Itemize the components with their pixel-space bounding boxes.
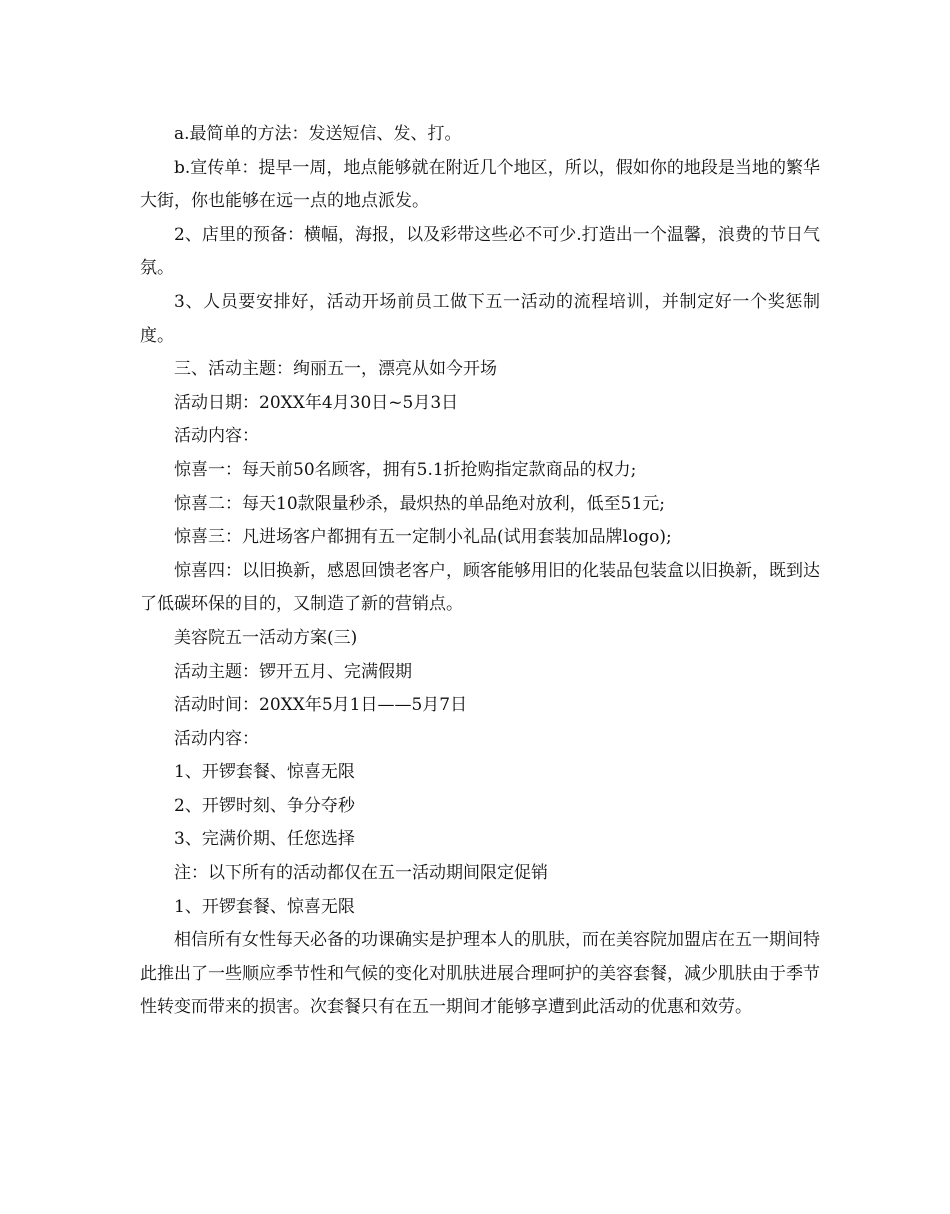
list-item: 惊喜四：以旧换新，感恩回馈老客户，顾客能够用旧的化装品包装盒以旧换新，既到达了低碳环保的目的，又制造了新的营销点。 — [140, 560, 820, 615]
paragraph: 3、人员要安排好，活动开场前员工做下五一活动的流程培训，并制定好一个奖惩制度。 — [140, 291, 820, 346]
list-item: 1、开锣套餐、惊喜无限 — [174, 762, 355, 783]
paragraph: 活动日期：20XX年4月30日~5月3日 — [174, 392, 459, 413]
list-item: 惊喜三：凡进场客户都拥有五一定制小礼品(试用套装加品牌logo); — [174, 527, 672, 548]
paragraph: 相信所有女性每天必备的功课确实是护理本人的肌肤，而在美容院加盟店在五一期间特此推出了一些顺应季节性和气候的变化对肌肤进展合理呵护的美容套餐，减少肌肤由于季节性转变而带来的损害。次套餐只有在五一期间才能够享遭到此活动的优惠和效劳。 — [140, 930, 820, 1018]
list-item: 1、开锣套餐、惊喜无限 — [174, 896, 355, 917]
paragraph: 活动时间：20XX年5月1日——5月7日 — [174, 695, 468, 716]
section-heading: 美容院五一活动方案(三) — [174, 627, 358, 648]
paragraph: 活动内容： — [174, 728, 259, 749]
paragraph: 2、店里的预备：横幅，海报，以及彩带这些必不可少.打造出一个温馨，浪费的节日气氛。 — [140, 224, 820, 279]
paragraph: 活动主题：锣开五月、完满假期 — [174, 661, 412, 682]
paragraph: a.最简单的方法：发送短信、发、打。 — [174, 124, 462, 144]
section-heading: 三、活动主题：绚丽五一，漂亮从如今开场 — [174, 359, 497, 380]
paragraph: 活动内容： — [174, 426, 259, 447]
list-item: 2、开锣时刻、争分夺秒 — [174, 795, 355, 816]
paragraph: b.宣传单：提早一周，地点能够就在附近几个地区，所以，假如你的地段是当地的繁华大街，你也能够在远一点的地点派发。 — [140, 157, 820, 212]
note: 注：以下所有的活动都仅在五一活动期间限定促销 — [174, 863, 548, 884]
list-item: 惊喜一：每天前50名顾客，拥有5.1折抢购指定款商品的权力; — [174, 459, 637, 480]
list-item: 3、完满价期、任您选择 — [174, 829, 355, 850]
list-item: 惊喜二：每天10款限量秒杀，最炽热的单品绝对放利，低至51元; — [174, 493, 665, 514]
